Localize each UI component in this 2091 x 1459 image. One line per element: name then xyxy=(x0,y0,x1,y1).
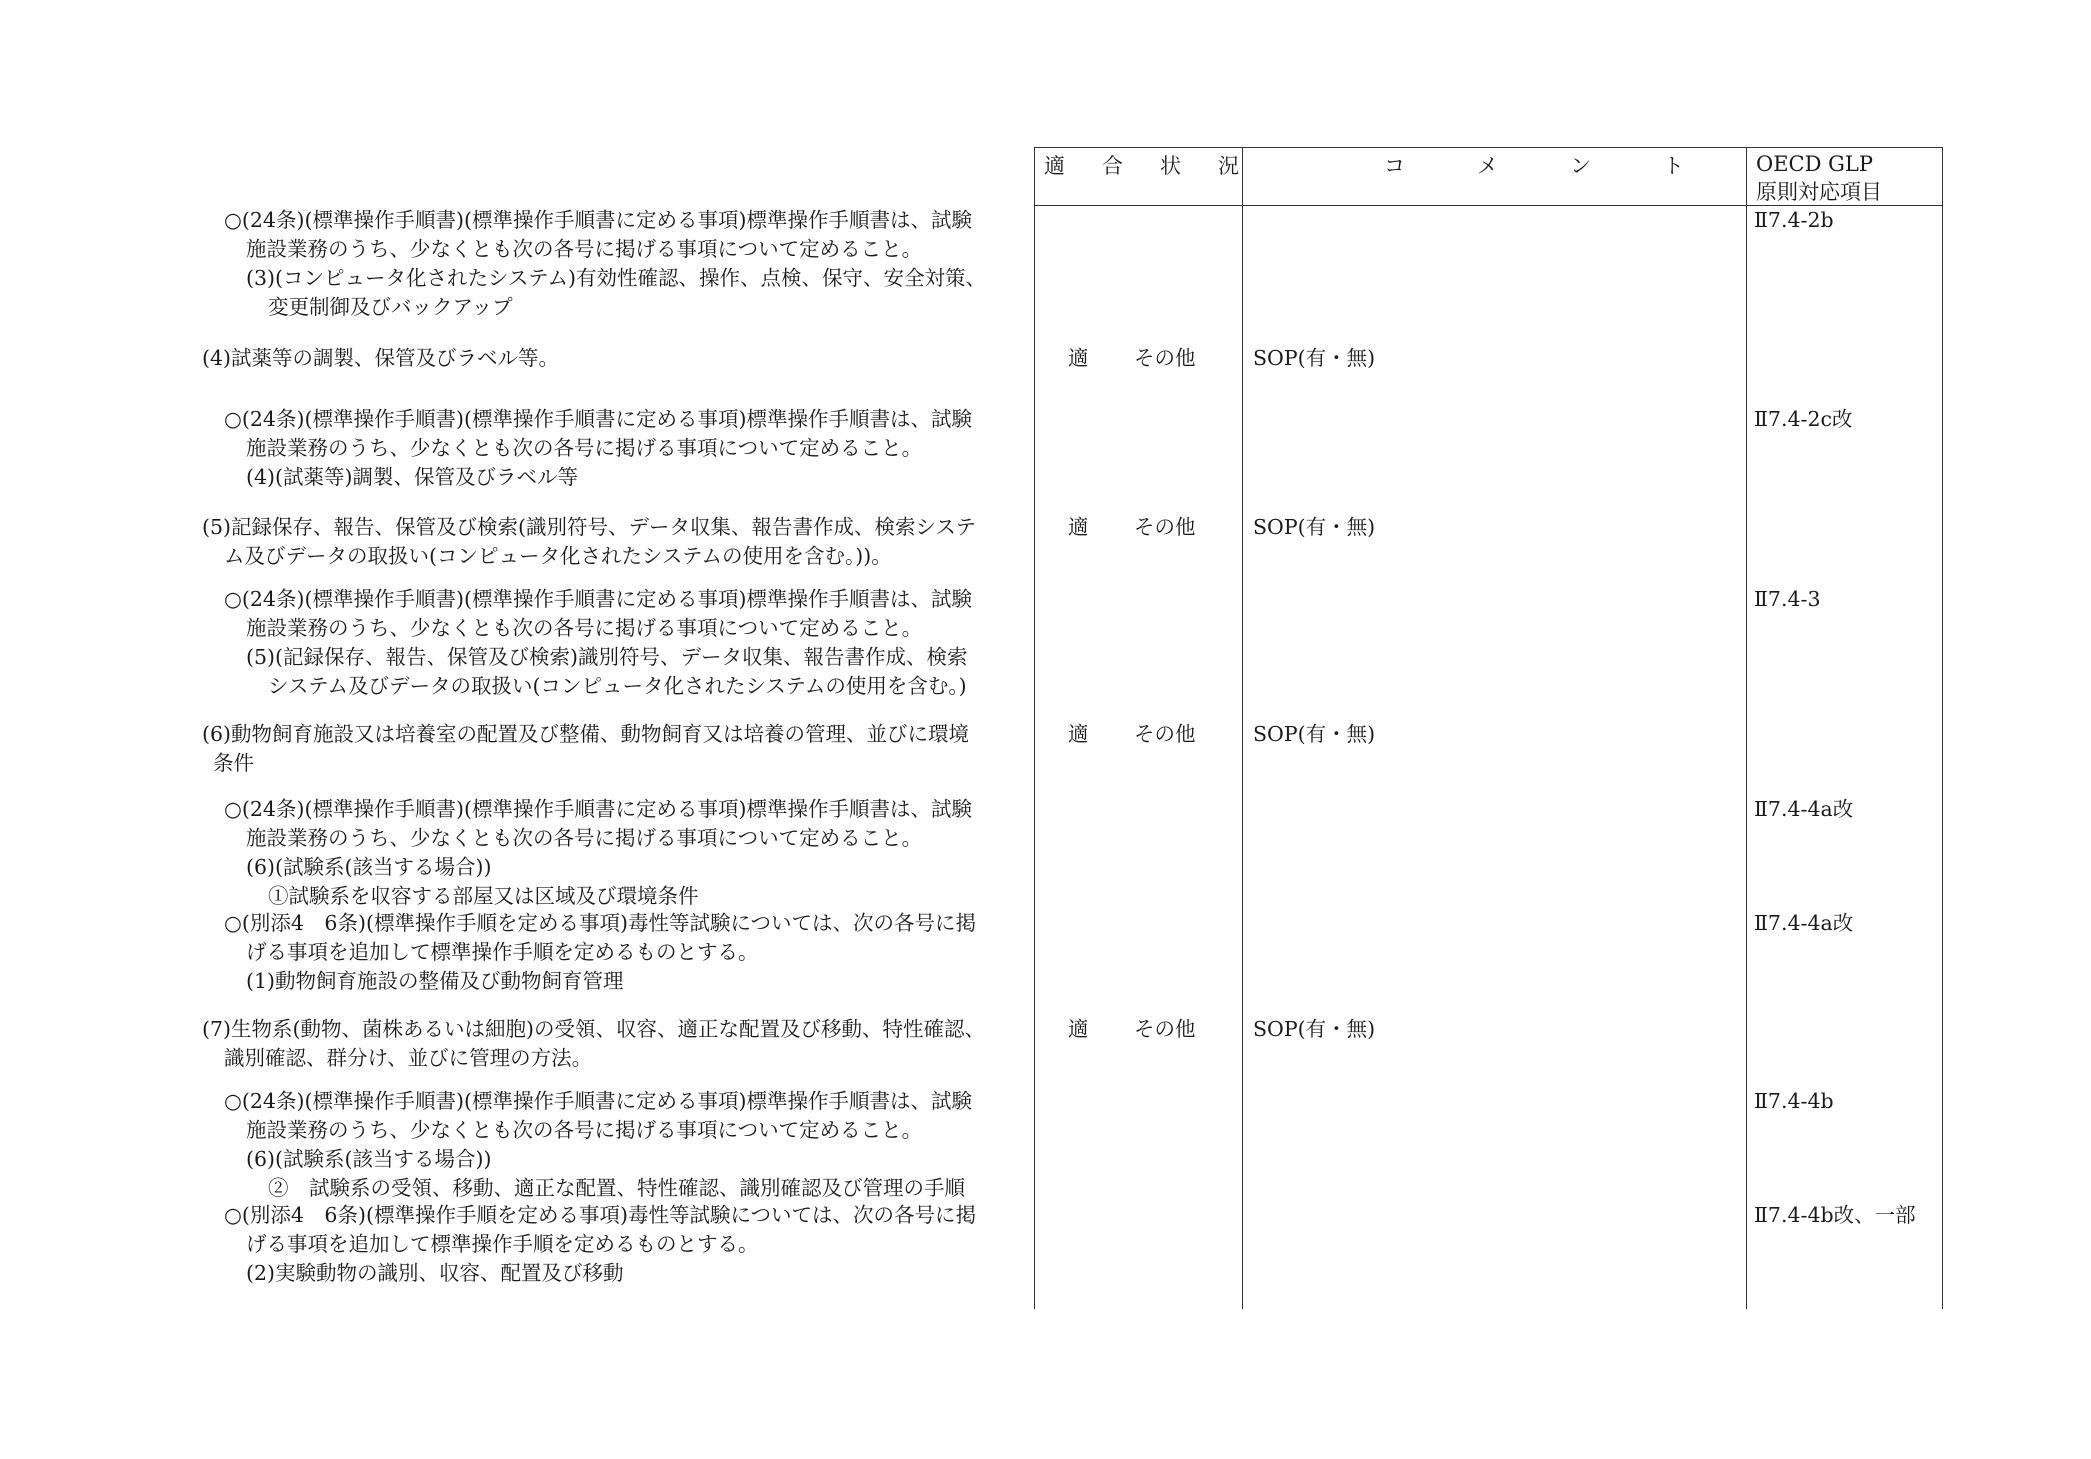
table-top-border xyxy=(1034,147,1942,148)
column-divider-comment-left xyxy=(1242,147,1243,1309)
row-3-line-0: (5)記録保存、報告、保管及び検索(識別符号、データ収集、報告書作成、検索システ xyxy=(202,515,977,539)
row-9-line-2: (6)(試験系(該当する場合)) xyxy=(246,1147,492,1171)
column-divider-status-left xyxy=(1034,147,1035,1309)
row-5-status-ok: 適 xyxy=(1068,722,1089,746)
row-4-oecd: Ⅱ7.4-3 xyxy=(1754,587,1821,611)
row-4-line-3: システム及びデータの取扱い(コンピュータ化されたシステムの使用を含む。) xyxy=(268,674,967,698)
row-7-line-0: ○(別添4 6条)(標準操作手順を定める事項)毒性等試験については、次の各号に掲 xyxy=(224,911,977,935)
row-3-status-ok: 適 xyxy=(1068,515,1089,539)
row-0-line-1: 施設業務のうち、少なくとも次の各号に掲げる事項について定めること。 xyxy=(246,237,923,261)
row-2-line-0: ○(24条)(標準操作手順書)(標準操作手順書に定める事項)標準操作手順書は、試験 xyxy=(224,407,972,431)
row-9-line-0: ○(24条)(標準操作手順書)(標準操作手順書に定める事項)標準操作手順書は、試験 xyxy=(224,1089,972,1113)
row-6-line-3: ①試験系を収容する部屋又は区域及び環境条件 xyxy=(268,884,699,908)
row-6-line-2: (6)(試験系(該当する場合)) xyxy=(246,855,492,879)
row-0-oecd: Ⅱ7.4-2b xyxy=(1754,208,1834,232)
row-5-comment: SOP(有・無) xyxy=(1253,722,1376,746)
row-8-status-ok: 適 xyxy=(1068,1017,1089,1041)
row-8-status-other: その他 xyxy=(1134,1017,1196,1041)
row-1-status-ok: 適 xyxy=(1068,346,1089,370)
row-2-oecd: Ⅱ7.4-2c改 xyxy=(1754,407,1853,431)
row-1-line-0: (4)試薬等の調製、保管及びラベル等。 xyxy=(202,346,560,370)
row-1-status-other: その他 xyxy=(1134,346,1196,370)
row-6-line-1: 施設業務のうち、少なくとも次の各号に掲げる事項について定めること。 xyxy=(246,826,923,850)
row-4-line-1: 施設業務のうち、少なくとも次の各号に掲げる事項について定めること。 xyxy=(246,616,923,640)
row-10-oecd: Ⅱ7.4-4b改、一部 xyxy=(1754,1203,1916,1227)
header-status-label: 適 合 状 況 xyxy=(1044,154,1247,178)
row-0-line-3: 変更制御及びバックアップ xyxy=(268,295,513,319)
row-6-line-0: ○(24条)(標準操作手順書)(標準操作手順書に定める事項)標準操作手順書は、試験 xyxy=(224,797,972,821)
row-3-line-1: ム及びデータの取扱い(コンピュータ化されたシステムの使用を含む。))。 xyxy=(224,544,892,568)
row-5-status-other: その他 xyxy=(1134,722,1196,746)
row-8-line-1: 識別確認、群分け、並びに管理の方法。 xyxy=(224,1046,593,1070)
row-5-line-1: 条件 xyxy=(213,751,254,775)
row-10-line-0: ○(別添4 6条)(標準操作手順を定める事項)毒性等試験については、次の各号に掲 xyxy=(224,1203,977,1227)
row-9-line-3: ② 試験系の受領、移動、適正な配置、特性確認、識別確認及び管理の手順 xyxy=(268,1176,965,1200)
row-6-oecd: Ⅱ7.4-4a改 xyxy=(1754,797,1854,821)
row-10-line-2: (2)実験動物の識別、収容、配置及び移動 xyxy=(246,1261,624,1285)
row-7-line-2: (1)動物飼育施設の整備及び動物飼育管理 xyxy=(246,969,624,993)
row-8-comment: SOP(有・無) xyxy=(1253,1017,1376,1041)
row-8-line-0: (7)生物系(動物、菌株あるいは細胞)の受領、収容、適正な配置及び移動、特性確認、 xyxy=(202,1017,986,1041)
header-oecd-label-line2: 原則対応項目 xyxy=(1756,180,1882,204)
row-3-status-other: その他 xyxy=(1134,515,1196,539)
row-2-line-1: 施設業務のうち、少なくとも次の各号に掲げる事項について定めること。 xyxy=(246,436,923,460)
row-4-line-2: (5)(記録保存、報告、保管及び検索)識別符号、データ収集、報告書作成、検索 xyxy=(246,645,968,669)
header-comment-label: コ メ ン ト xyxy=(1384,154,1694,178)
row-10-line-1: げる事項を追加して標準操作手順を定めるものとする。 xyxy=(246,1232,759,1256)
row-4-line-0: ○(24条)(標準操作手順書)(標準操作手順書に定める事項)標準操作手順書は、試験 xyxy=(224,587,972,611)
table-right-border xyxy=(1942,147,1943,1309)
row-5-line-0: (6)動物飼育施設又は培養室の配置及び整備、動物飼育又は培養の管理、並びに環境 xyxy=(202,722,970,746)
row-1-comment: SOP(有・無) xyxy=(1253,346,1376,370)
row-3-comment: SOP(有・無) xyxy=(1253,515,1376,539)
row-2-line-2: (4)(試薬等)調製、保管及びラベル等 xyxy=(246,465,579,489)
header-oecd-label-line1: OECD GLP xyxy=(1756,152,1873,176)
row-0-line-2: (3)(コンピュータ化されたシステム)有効性確認、操作、点検、保守、安全対策、 xyxy=(246,266,986,290)
row-0-line-0: ○(24条)(標準操作手順書)(標準操作手順書に定める事項)標準操作手順書は、試験 xyxy=(224,208,972,232)
row-7-line-1: げる事項を追加して標準操作手順を定めるものとする。 xyxy=(246,940,759,964)
row-9-line-1: 施設業務のうち、少なくとも次の各号に掲げる事項について定めること。 xyxy=(246,1118,923,1142)
row-7-oecd: Ⅱ7.4-4a改 xyxy=(1754,911,1854,935)
row-9-oecd: Ⅱ7.4-4b xyxy=(1754,1089,1834,1113)
column-divider-oecd-left xyxy=(1746,147,1747,1309)
